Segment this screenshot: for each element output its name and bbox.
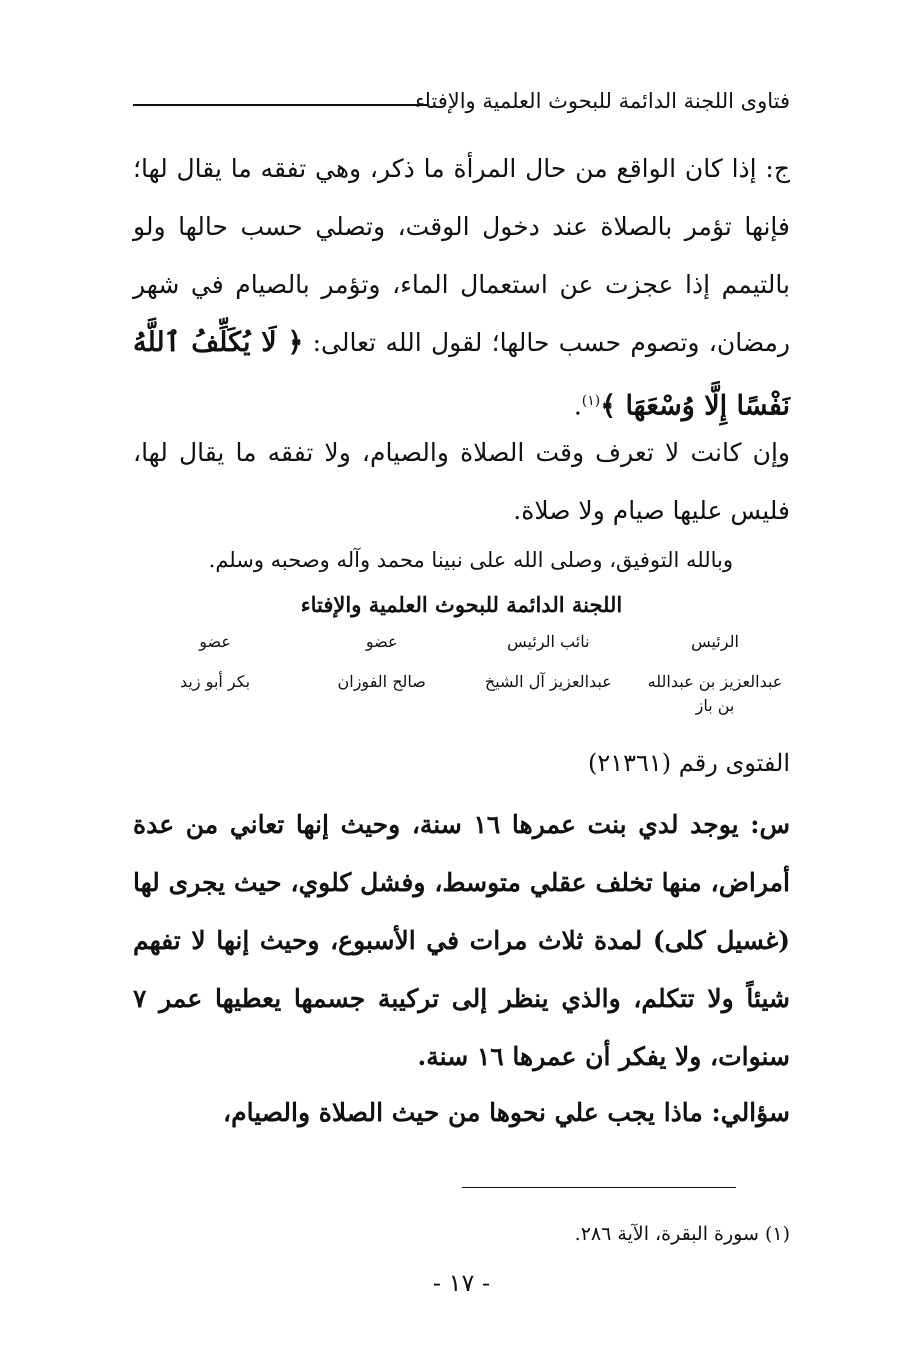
answer-end: . — [573, 391, 582, 421]
role-member-2: عضو — [199, 632, 231, 651]
footnote-separator — [462, 1187, 736, 1188]
signatory-names — [140, 670, 790, 718]
question-paragraph: س: يوجد لدي بنت عمرها ١٦ سنة، وحيث إنها تعاني من عدة أمراض، منها تخلف عقلي متوسط، وفشل كلوي، حيث يجرى لها (غسيل كلى) لمدة ثلاث مرات في الأسبوع، وحيث إنها لا تفهم شيئاً ولا تتكلم، والذي ينظر إلى تركيبة جسمها يعطيها عمر ٧ سنوات، ولا يفكر أن عمرها ١٦ سنة. — [133, 810, 790, 1071]
committee-name: اللجنة الدائمة للبحوث العلمية والإفتاء — [300, 592, 623, 617]
signatory-roles — [140, 630, 790, 654]
role-deputy: نائب الرئيس — [507, 632, 590, 651]
name-member-2: بكر أبو زيد — [180, 672, 251, 691]
name-deputy: عبدالعزيز آل الشيخ — [484, 672, 612, 691]
role-member-1: عضو — [365, 632, 398, 651]
name-member-1: صالح الفوزان — [337, 672, 426, 691]
quran-verse: ﴿ لَا يُكَلِّفُ ٱللَّهُ نَفْسًا إِلَّا وُسْعَهَا ﴾ — [133, 327, 790, 422]
running-header: فتاوى اللجنة الدائمة للبحوث العلمية والإفتاء — [415, 89, 790, 113]
header-rule — [133, 104, 428, 106]
footnote: (١) سورة البقرة، الآية ٢٨٦. — [574, 1223, 790, 1245]
answer-text: ج: إذا كان الواقع من حال المرأة ما ذكر، وهي تفقه ما يقال لها؛ فإنها تؤمر بالصلاة عند دخول الوقت، وتصلي حسب حالها ولو بالتيمم إذا عجزت عن استعمال الماء، وتؤمر بالصيام في شهر رمضان، وتصوم حسب حالها؛ لقول الله تعالى: — [133, 154, 790, 357]
fatwa-number-heading: الفتوى رقم (٢١٣٦١) — [587, 749, 790, 777]
footnote-marker: (١) — [581, 393, 601, 409]
page-number: - ١٧ - — [432, 1269, 491, 1297]
question-paragraph-2: سؤالي: ماذا يجب علي نحوها من حيث الصلاة والصيام، — [223, 1098, 790, 1127]
name-chairman: عبدالعزيز بن عبدالله بن باز — [647, 672, 783, 715]
answer-paragraph-2: وإن كانت لا تعرف وقت الصلاة والصيام، ولا تفقه ما يقال لها، فليس عليها صيام ولا صلاة. — [133, 438, 790, 525]
role-chairman: الرئيس — [691, 632, 739, 651]
closing-statement: وبالله التوفيق، وصلى الله على نبينا محمد وآله وصحبه وسلم. — [208, 548, 733, 572]
answer-paragraph — [133, 140, 790, 435]
